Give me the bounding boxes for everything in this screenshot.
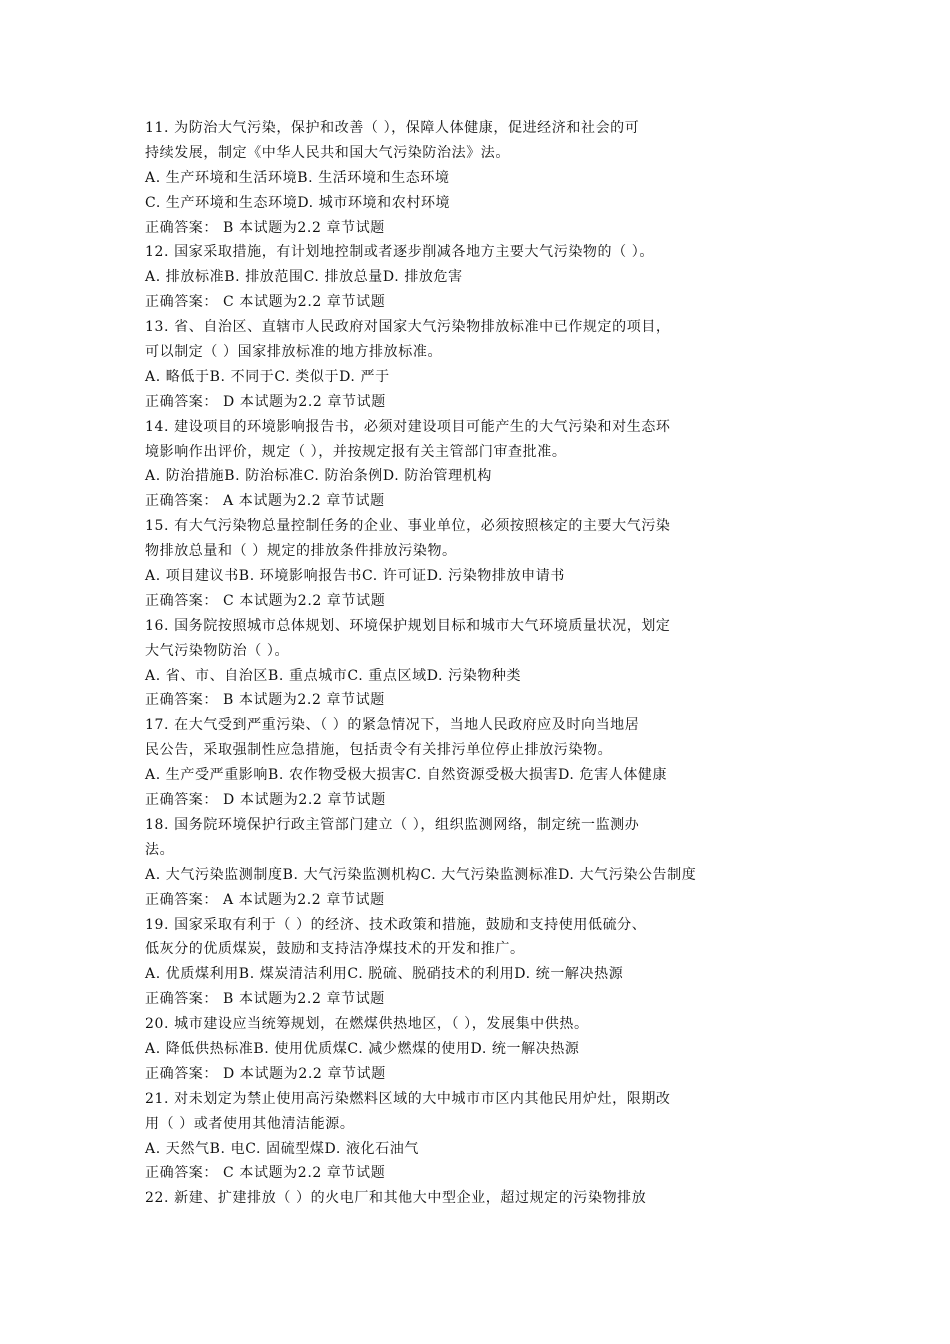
q19-options: A. 优质煤利用B. 煤炭清洁利用C. 脱硫、脱硝技术的利用D. 统一解决热源 <box>145 966 624 983</box>
q21-text-line-2: 用（ ）或者使用其他清洁能源。 <box>145 1115 355 1132</box>
q18-text-line-2: 法。 <box>145 841 175 858</box>
q14-answer: 正确答案： A 本试题为2.2 章节试题 <box>145 493 385 510</box>
q18-options: A. 大气污染监测制度B. 大气污染监测机构C. 大气污染监测标准D. 大气污染公告制度 <box>145 866 697 883</box>
q13-text-line-1: 13. 省、自治区、直辖市人民政府对国家大气污染物排放标准中已作规定的项目， <box>145 319 671 336</box>
document-body <box>145 116 925 1211</box>
q22-text-line-1: 22. 新建、扩建排放（ ）的火电厂和其他大中型企业，超过规定的污染物排放 <box>145 1190 647 1207</box>
q13-text-line-2: 可以制定（ ）国家排放标准的地方排放标准。 <box>145 344 443 361</box>
q18-answer: 正确答案： A 本试题为2.2 章节试题 <box>145 891 385 908</box>
q12-answer: 正确答案： C 本试题为2.2 章节试题 <box>145 294 386 311</box>
q21-text-line-1: 21. 对未划定为禁止使用高污染燃料区域的大中城市市区内其他民用炉灶，限期改 <box>145 1090 671 1107</box>
q19-text-line-2: 低灰分的优质煤炭，鼓励和支持洁净煤技术的开发和推广。 <box>145 941 525 958</box>
q17-text-line-1: 17. 在大气受到严重污染、（ ）的紧急情况下，当地人民政府应及时向当地居 <box>145 717 640 734</box>
q15-text-line-1: 15. 有大气污染物总量控制任务的企业、事业单位，必须按照核定的主要大气污染 <box>145 518 671 535</box>
q15-options: A. 项目建议书B. 环境影响报告书C. 许可证D. 污染物排放申请书 <box>145 568 565 585</box>
q20-answer: 正确答案： D 本试题为2.2 章节试题 <box>145 1065 386 1082</box>
q11-options-line-2: C. 生产环境和生态环境D. 城市环境和农村环境 <box>145 194 451 211</box>
q11-text-line-1: 11. 为防治大气污染，保护和改善（ ），保障人体健康，促进经济和社会的可 <box>145 120 640 136</box>
q21-answer: 正确答案： C 本试题为2.2 章节试题 <box>145 1165 386 1182</box>
q20-options: A. 降低供热标准B. 使用优质煤C. 减少燃煤的使用D. 统一解决热源 <box>145 1040 580 1057</box>
q17-text-line-2: 民公告，采取强制性应急措施，包括责令有关排污单位停止排放污染物。 <box>145 742 613 759</box>
q20-text-line-1: 20. 城市建设应当统筹规划，在燃煤供热地区，（ ），发展集中供热。 <box>145 1016 589 1033</box>
q16-text-line-1: 16. 国务院按照城市总体规划、环境保护规划目标和城市大气环境质量状况，划定 <box>145 617 671 634</box>
q16-options: A. 省、市、自治区B. 重点城市C. 重点区域D. 污染物种类 <box>145 667 522 684</box>
q15-text-line-2: 物排放总量和（ ）规定的排放条件排放污染物。 <box>145 543 457 560</box>
q17-answer: 正确答案： D 本试题为2.2 章节试题 <box>145 792 386 809</box>
q15-answer: 正确答案： C 本试题为2.2 章节试题 <box>145 592 386 609</box>
q11-options-line-1: A. 生产环境和生活环境B. 生活环境和生态环境 <box>145 169 450 186</box>
q11-text-line-2: 持续发展，制定《中华人民共和国大气污染防治法》法。 <box>145 144 510 161</box>
q17-options: A. 生产受严重影响B. 农作物受极大损害C. 自然资源受极大损害D. 危害人体健康 <box>145 767 668 784</box>
q19-text-line-1: 19. 国家采取有利于（ ）的经济、技术政策和措施，鼓励和支持使用低硫分、 <box>145 916 647 933</box>
q18-text-line-1: 18. 国务院环境保护行政主管部门建立（ ），组织监测网络，制定统一监测办 <box>145 816 640 833</box>
q13-options: A. 略低于B. 不同于C. 类似于D. 严于 <box>145 368 390 385</box>
q14-text-line-2: 境影响作出评价，规定（ ），并按规定报有关主管部门审查批准。 <box>145 443 567 460</box>
q19-answer: 正确答案： B 本试题为2.2 章节试题 <box>145 991 385 1008</box>
q11-answer: 正确答案： B 本试题为2.2 章节试题 <box>145 219 385 236</box>
q16-text-line-2: 大气污染物防治（ ）。 <box>145 642 290 659</box>
q13-answer: 正确答案： D 本试题为2.2 章节试题 <box>145 393 386 410</box>
q12-options: A. 排放标准B. 排放范围C. 排放总量D. 排放危害 <box>145 269 463 286</box>
q14-options: A. 防治措施B. 防治标准C. 防治条例D. 防治管理机构 <box>145 468 492 485</box>
q16-answer: 正确答案： B 本试题为2.2 章节试题 <box>145 692 385 709</box>
q21-options: A. 天然气B. 电C. 固硫型煤D. 液化石油气 <box>145 1140 419 1157</box>
q12-text-line-1: 12. 国家采取措施，有计划地控制或者逐步削减各地方主要大气污染物的（ ）。 <box>145 244 654 261</box>
q14-text-line-1: 14. 建设项目的环境影响报告书，必须对建设项目可能产生的大气污染和对生态环 <box>145 418 671 435</box>
